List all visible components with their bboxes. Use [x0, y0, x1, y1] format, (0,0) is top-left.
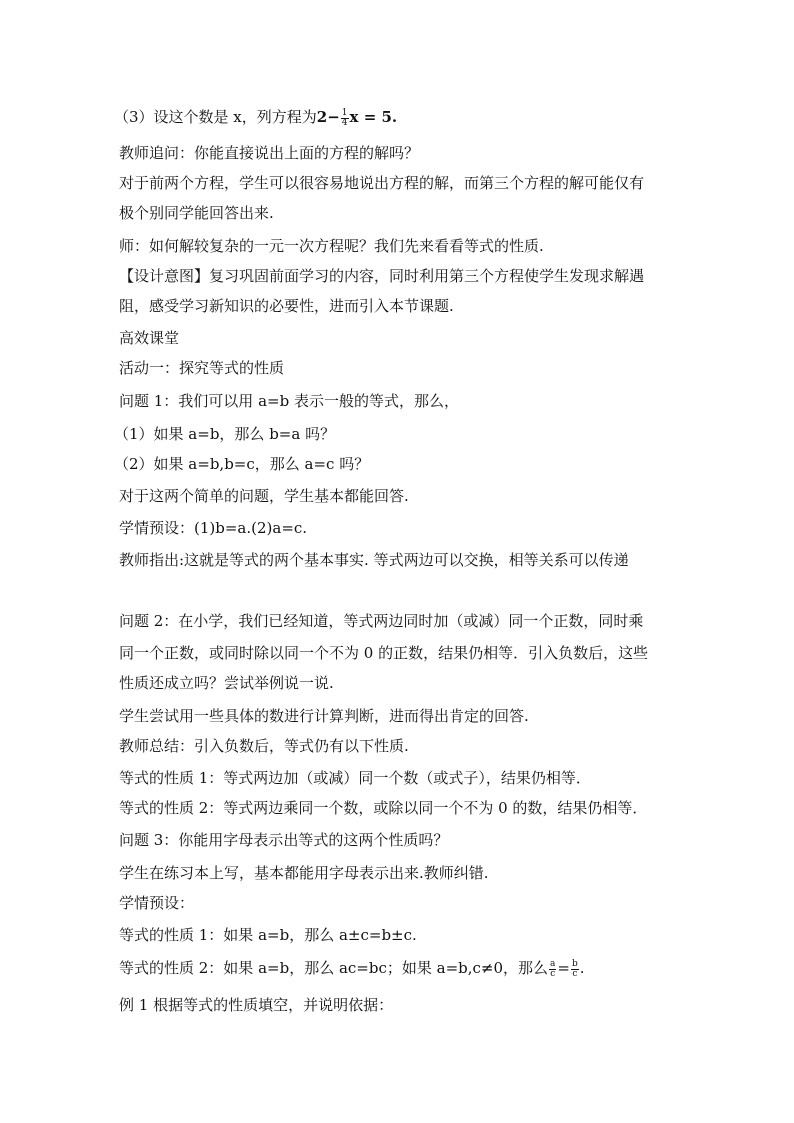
equation-part: 2− — [316, 108, 340, 126]
paragraph-line: 学生在练习本上写，基本都能用字母表示出来.教师纠错. — [119, 864, 489, 882]
fraction-denominator: c — [572, 968, 578, 979]
equals-sign: = — [557, 959, 570, 977]
paragraph-line: 教师指出:这就是等式的两个基本事实. 等式两边可以交换，相等关系可以传递 — [119, 551, 629, 569]
paragraph-line: 教师追问：你能直接说出上面的方程的解吗？ — [119, 144, 420, 162]
paragraph-line: 问题 3：你能用字母表示出等式的这两个性质吗？ — [119, 831, 449, 849]
paragraph-line: 师：如何解较复杂的一元一次方程呢？我们先来看看等式的性质. — [119, 237, 544, 255]
paragraph-line: 对于前两个方程，学生可以很容易地说出方程的解，而第三个方程的解可能仅有 — [119, 174, 645, 192]
paragraph-line: 极个别同学能回答出来. — [119, 204, 274, 222]
paragraph-line: 性质还成立吗？尝试举例说一说. — [119, 674, 334, 692]
fraction-b-over-c — [571, 960, 579, 979]
period: . — [579, 959, 585, 977]
paragraph-line: 阻，感受学习新知识的必要性，进而引入本节课题. — [119, 297, 454, 315]
paragraph-line: 对于这两个简单的问题，学生基本都能回答. — [119, 487, 409, 505]
example-heading: 例 1 根据等式的性质填空，并说明依据： — [119, 996, 394, 1014]
paragraph-line: 问题 1：我们可以用 a=b 表示一般的等式，那么， — [119, 392, 459, 410]
question-item: （2）如果 a=b,b=c，那么 a=c 吗？ — [114, 455, 370, 473]
equation-line-3 — [114, 106, 397, 128]
text: 等式的性质 2：如果 a=b，那么 ac=bc；如果 a=b,c≠0，那么 — [119, 959, 549, 977]
paragraph-line: 学情预设： — [119, 894, 195, 912]
paragraph-line: 学生尝试用一些具体的数进行计算判断，进而得出肯定的回答. — [119, 707, 529, 725]
equation-part: x = 5. — [349, 108, 398, 126]
fraction-denominator: 4 — [341, 117, 348, 128]
paragraph-line: 问题 2：在小学，我们已经知道，等式两边同时加（或减）同一个正数，同时乘 — [119, 612, 644, 630]
paragraph-line: 教师总结：引入负数后，等式仍有以下性质. — [119, 737, 409, 755]
fraction-denominator: c — [550, 968, 556, 979]
paragraph-line: 同一个正数，或同时除以同一个不为 0 的正数，结果仍相等．引入负数后，这些 — [119, 644, 649, 662]
property-line: 等式的性质 1：等式两边加（或减）同一个数（或式子），结果仍相等． — [119, 769, 591, 787]
paragraph-line: 学情预设：(1)b=a.(2)a=c. — [119, 519, 308, 537]
activity-heading: 活动一：探究等式的性质 — [119, 359, 285, 377]
property-line: 等式的性质 2：等式两边乘同一个数，或除以同一个不为 0 的数，结果仍相等． — [119, 799, 648, 817]
section-heading: 高效课堂 — [119, 329, 180, 347]
fraction-numerator: 1 — [341, 107, 348, 118]
text: （3）设这个数是 x，列方程为 — [114, 108, 317, 126]
fraction-numerator: b — [572, 958, 578, 969]
question-item: （1）如果 a=b，那么 b=a 吗？ — [114, 425, 336, 443]
fraction-a-over-c — [549, 960, 556, 979]
paragraph-line: 【设计意图】复习巩固前面学习的内容，同时利用第三个方程使学生发现求解遇 — [119, 267, 645, 285]
fraction-one-quarter — [341, 109, 349, 128]
property-line: 等式的性质 1：如果 a=b，那么 a±c=b±c. — [119, 926, 417, 944]
property-line-fraction — [119, 957, 585, 979]
fraction-numerator: a — [550, 958, 556, 969]
